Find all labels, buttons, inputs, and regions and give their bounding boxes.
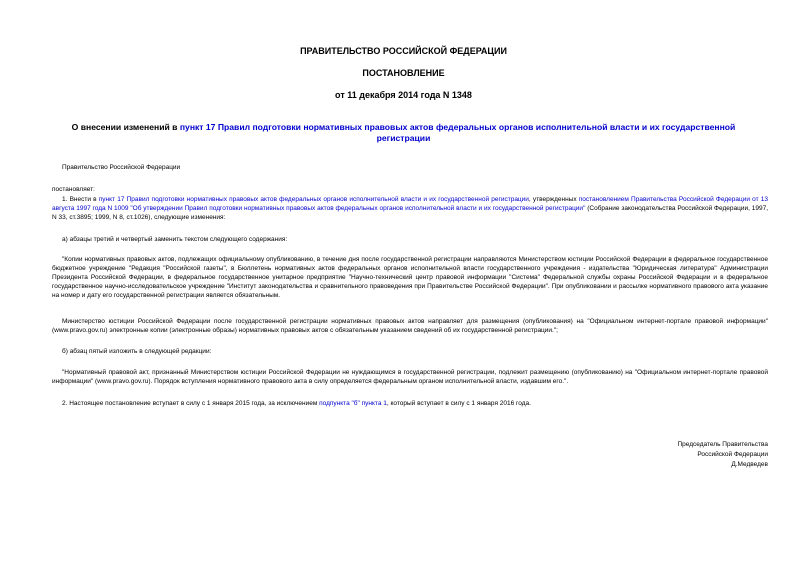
title-link[interactable]: пункт 17 Правил подготовки нормативных правовых актов федеральных органов исполнительной власти и их государственной регистрации <box>179 122 736 143</box>
org-heading: ПРАВИТЕЛЬСТВО РОССИЙСКОЙ ФЕДЕРАЦИИ <box>300 46 507 56</box>
paragraph-2 <box>52 399 768 408</box>
signature-org: Российской Федерации <box>697 451 768 458</box>
quote-paragraph-3: "Нормативный правовой акт, признанный Министерством юстиции Российской Федерации не нуждающимся в государственной регистрации, подлежит размещению (опубликованию) на "Официальном интернет-портале правовой информации" (www.pravo.gov.ru). Порядок вступления нормативного правового акта в силу определяется федеральным органом исполнительной власти, издавшим его.". <box>52 369 768 385</box>
subparagraph-b: б) абзац пятый изложить в следующей редакции: <box>62 348 212 355</box>
p2-text-1: 2. Настоящее постановление вступает в силу с 1 января 2015 года, за исключением <box>62 400 320 407</box>
intro-text: Правительство Российской Федерации <box>62 164 181 171</box>
date-number-heading: от 11 декабря 2014 года N 1348 <box>335 90 472 100</box>
quote-paragraph-2: Министерство юстиции Российской Федерации после государственной регистрации нормативных правовых актов направляет для размещения (опубликования) на "Официальном интернет-портале правовой информации" (www.pravo.gov.ru) электронные копии (электронные образы) нормативных правовых актов с обязательным указанием сведений об их государственной регистрации."; <box>52 318 768 334</box>
p1-text-2: , утвержденных <box>528 196 579 203</box>
p2-text-2: , который вступает в силу с 1 января 2016 года. <box>386 400 531 407</box>
subparagraph-a: а) абзацы третий и четвертый заменить текстом следующего содержания: <box>62 236 288 243</box>
p2-link-subparagraph[interactable]: подпункта "б" пункта 1 <box>319 400 387 407</box>
p1-text-3: (Собрание законодательства Российской Федерации, 1997, N 33, ст.3895; 1999, N 8, ст.1026), следующие изменения: <box>52 205 769 221</box>
doc-type-heading: ПОСТАНОВЛЕНИЕ <box>362 68 445 78</box>
paragraph-1 <box>52 195 768 222</box>
quote-paragraph-1: "Копии нормативных правовых актов, подлежащих официальному опубликованию, в течение дня после государственной регистрации направляются Министерством юстиции Российской Федерации в федеральное государственное бюджетное учреждение "Редакция "Российской газеты", в Бюллетень нормативных актов федеральных органов исполнительной власти государственного учреждения - издательства "Юридическая литература" Администрации Президента Российской Федерации, в федеральное государственное унитарное предприятие "Научно-технический центр правовой информации "Система" Федеральной службы охраны Российской Федерации и в федеральное государственное научно-исследовательское учреждение "Институт законодательства и сравнительного правоведения при Правительстве Российской Федерации". При опубликовании и рассылке нормативного правового акта указание на номер и дату его государственной регистрации является обязательным. <box>52 256 768 299</box>
signature-name: Д.Медведев <box>731 461 768 468</box>
title-prefix: О внесении изменений в <box>71 122 180 132</box>
p1-text-1: 1. Внести в <box>62 196 99 203</box>
decides-text: постановляет: <box>52 186 95 193</box>
p1-link-resolution[interactable]: постановлением Правительства Российской Федерации от 13 августа 1997 года N 1009 "Об утверждении Правил подготовки нормативных правовых актов федеральных органов исполнительной власти и их государственной регистрации" <box>52 196 768 212</box>
signature-position: Председатель Правительства <box>677 441 768 448</box>
p1-link-rules[interactable]: пункт 17 Правил подготовки нормативных правовых актов федеральных органов исполнительной власти и их государственной регистрации <box>98 196 529 203</box>
document-title <box>50 122 757 144</box>
signature-block <box>568 440 768 470</box>
